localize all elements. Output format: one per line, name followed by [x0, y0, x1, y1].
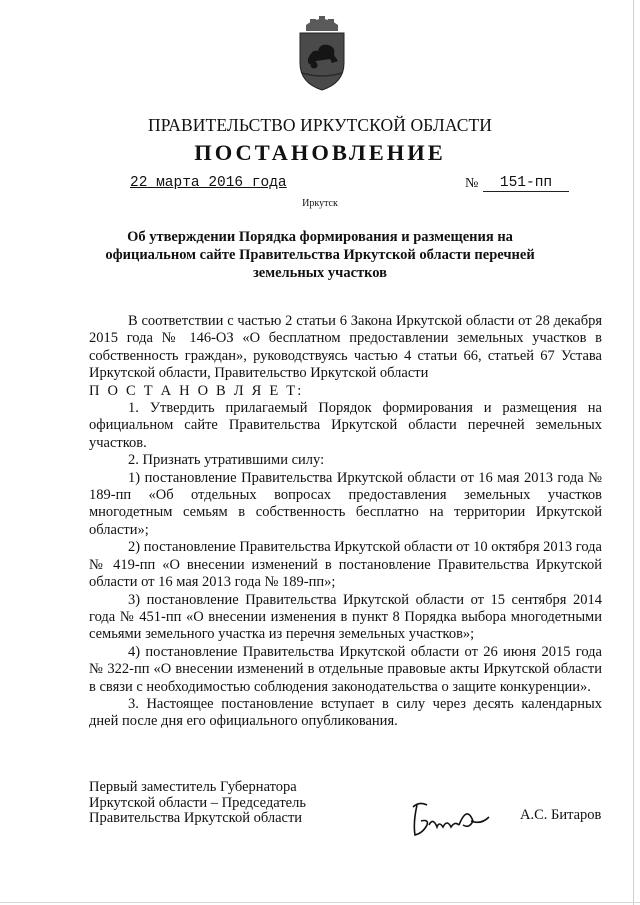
item-2-1: 1) постановление Правительства Иркутской области от 16 мая 2013 года № 189-пп «Об отдельных вопросах предоставления земельных участков многодетным семьям в собственность бесплатно на территории Иркутской области»; — [89, 469, 602, 538]
document-title: Об утверждении Порядка формирования и размещения на официальном сайте Правительства Иркутской области перечней земельных участков — [105, 229, 535, 281]
coat-of-arms-icon — [296, 15, 348, 91]
item-1: 1. Утвердить прилагаемый Порядок формирования и размещения на официальном сайте Правительства Иркутской области перечней земельных участков. — [89, 400, 602, 451]
item-2: 2. Признать утратившими силу: — [128, 452, 325, 469]
document-type: ПОСТАНОВЛЕНИЕ — [194, 140, 446, 165]
signer-position — [89, 780, 306, 827]
item-2-4: 4) постановление Правительства Иркутской области от 26 июня 2015 года № 322-пп «О внесении изменений в отдельные правовые акты Иркутской области в связи с необходимостью соблюдения законодательства о защите конкуренции». — [89, 643, 602, 695]
document-number: 151-пп — [483, 175, 569, 192]
preamble-paragraph: В соответствии с частью 2 статьи 6 Закона Иркутской области от 28 декабря 2015 года № 146-ОЗ «О бесплатном предоставлении земельных участков в собственность граждан», руководствуясь частью 4 статьи 66, статьей 67 Устава Иркутской области, Правительство Иркутской области — [89, 313, 602, 382]
document-date: 22 марта 2016 года — [130, 175, 287, 191]
item-3: 3. Настоящее постановление вступает в силу через десять календарных дней после дня его официального опубликования. — [89, 695, 602, 730]
government-name: ПРАВИТЕЛЬСТВО ИРКУТСКОЙ ОБЛАСТИ — [147, 115, 493, 135]
document-body — [89, 313, 602, 731]
number-label: № — [465, 176, 479, 191]
city-name: Иркутск — [302, 198, 338, 209]
handwritten-signature — [405, 795, 495, 840]
signer-name: А.С. Битаров — [520, 807, 602, 823]
signer-line-1: Первый заместитель Губернатора — [89, 779, 297, 795]
page-edge-bottom — [0, 902, 640, 903]
item-2-3: 3) постановление Правительства Иркутской области от 15 сентября 2014 года № 451-пп «О внесении изменения в пункт 8 Порядка выбора многодетными семьями земельного участка из перечня земельных участков»; — [89, 591, 602, 643]
signer-line-2: Иркутской области – Председатель — [89, 794, 306, 811]
item-2-2: 2) постановление Правительства Иркутской области от 10 октября 2013 года № 419-пп «О внесении изменений в постановление Правительства Иркутской области от 16 мая 2013 года № 189-пп»; — [89, 539, 602, 591]
decrees-line: П О С Т А Н О В Л Я Е Т: — [89, 382, 304, 399]
signer-line-3: Правительства Иркутской области — [89, 810, 303, 826]
